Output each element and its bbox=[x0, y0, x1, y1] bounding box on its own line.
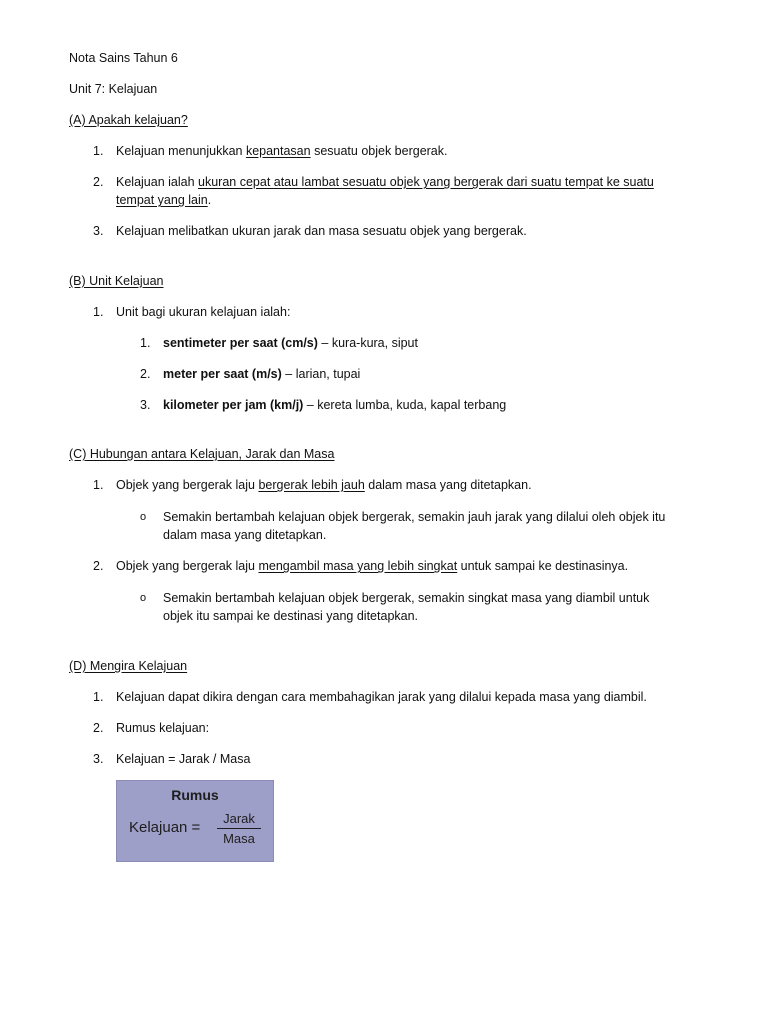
list-item: Kelajuan melibatkan ukuran jarak dan masa sesuatu objek yang bergerak. bbox=[116, 224, 527, 238]
list-number: 2. bbox=[93, 559, 104, 573]
list-number: 1. bbox=[93, 478, 104, 492]
bullet-marker: o bbox=[140, 592, 147, 604]
bullet-item-continuation: dalam masa yang ditetapkan. bbox=[163, 528, 327, 542]
list-item: Kelajuan dapat dikira dengan cara membahagikan jarak yang dilalui kepada masa yang diambil. bbox=[116, 690, 647, 704]
sublist-number: 2. bbox=[140, 367, 151, 381]
formula-lhs: Kelajuan = bbox=[129, 819, 201, 836]
list-number: 3. bbox=[93, 752, 104, 766]
sublist-item: sentimeter per saat (cm/s) – kura-kura, siput bbox=[163, 336, 418, 350]
document-title: Nota Sains Tahun 6 bbox=[69, 51, 178, 65]
formula-image bbox=[116, 780, 274, 862]
list-item: Unit bagi ukuran kelajuan ialah: bbox=[116, 305, 291, 319]
list-item: Kelajuan ialah ukuran cepat atau lambat sesuatu objek yang bergerak dari suatu tempat ke suatu bbox=[116, 175, 654, 189]
section-d-heading: (D) Mengira Kelajuan bbox=[69, 659, 188, 673]
bullet-item: Semakin bertambah kelajuan objek bergerak, semakin jauh jarak yang dilalui oleh objek itu bbox=[163, 510, 666, 524]
bullet-item-continuation: objek itu sampai ke destinasi yang ditetapkan. bbox=[163, 609, 419, 623]
section-a-heading: (A) Apakah kelajuan? bbox=[69, 113, 188, 127]
section-b-heading: (B) Unit Kelajuan bbox=[69, 274, 164, 288]
formula-title: Rumus bbox=[171, 787, 219, 803]
formula-numerator: Jarak bbox=[223, 811, 255, 826]
list-item-continuation: tempat yang lain. bbox=[116, 193, 212, 207]
list-item: Objek yang bergerak laju bergerak lebih jauh dalam masa yang ditetapkan. bbox=[116, 478, 532, 492]
sublist-item: meter per saat (m/s) – larian, tupai bbox=[163, 367, 361, 381]
bullet-item: Semakin bertambah kelajuan objek bergerak, semakin singkat masa yang diambil untuk bbox=[163, 591, 650, 605]
list-item: Rumus kelajuan: bbox=[116, 721, 210, 735]
sublist-item: kilometer per jam (km/j) – kereta lumba, kuda, kapal terbang bbox=[163, 398, 507, 412]
bullet-marker: o bbox=[140, 511, 147, 523]
formula-fraction bbox=[217, 810, 261, 847]
fraction-bar bbox=[217, 828, 261, 829]
section-c-heading: (C) Hubungan antara Kelajuan, Jarak dan Masa bbox=[69, 447, 335, 461]
sublist-number: 1. bbox=[140, 336, 151, 350]
list-number: 2. bbox=[93, 175, 104, 189]
list-number: 2. bbox=[93, 721, 104, 735]
list-number: 3. bbox=[93, 224, 104, 238]
list-number: 1. bbox=[93, 144, 104, 158]
list-item: Kelajuan menunjukkan kepantasan sesuatu objek bergerak. bbox=[116, 144, 448, 158]
unit-title: Unit 7: Kelajuan bbox=[69, 82, 158, 96]
list-item: Objek yang bergerak laju mengambil masa yang lebih singkat untuk sampai ke destinasinya. bbox=[116, 559, 629, 573]
formula-denominator: Masa bbox=[223, 831, 255, 846]
sublist-number: 3. bbox=[140, 398, 151, 412]
list-item: Kelajuan = Jarak / Masa bbox=[116, 752, 251, 766]
list-number: 1. bbox=[93, 690, 104, 704]
list-number: 1. bbox=[93, 305, 104, 319]
